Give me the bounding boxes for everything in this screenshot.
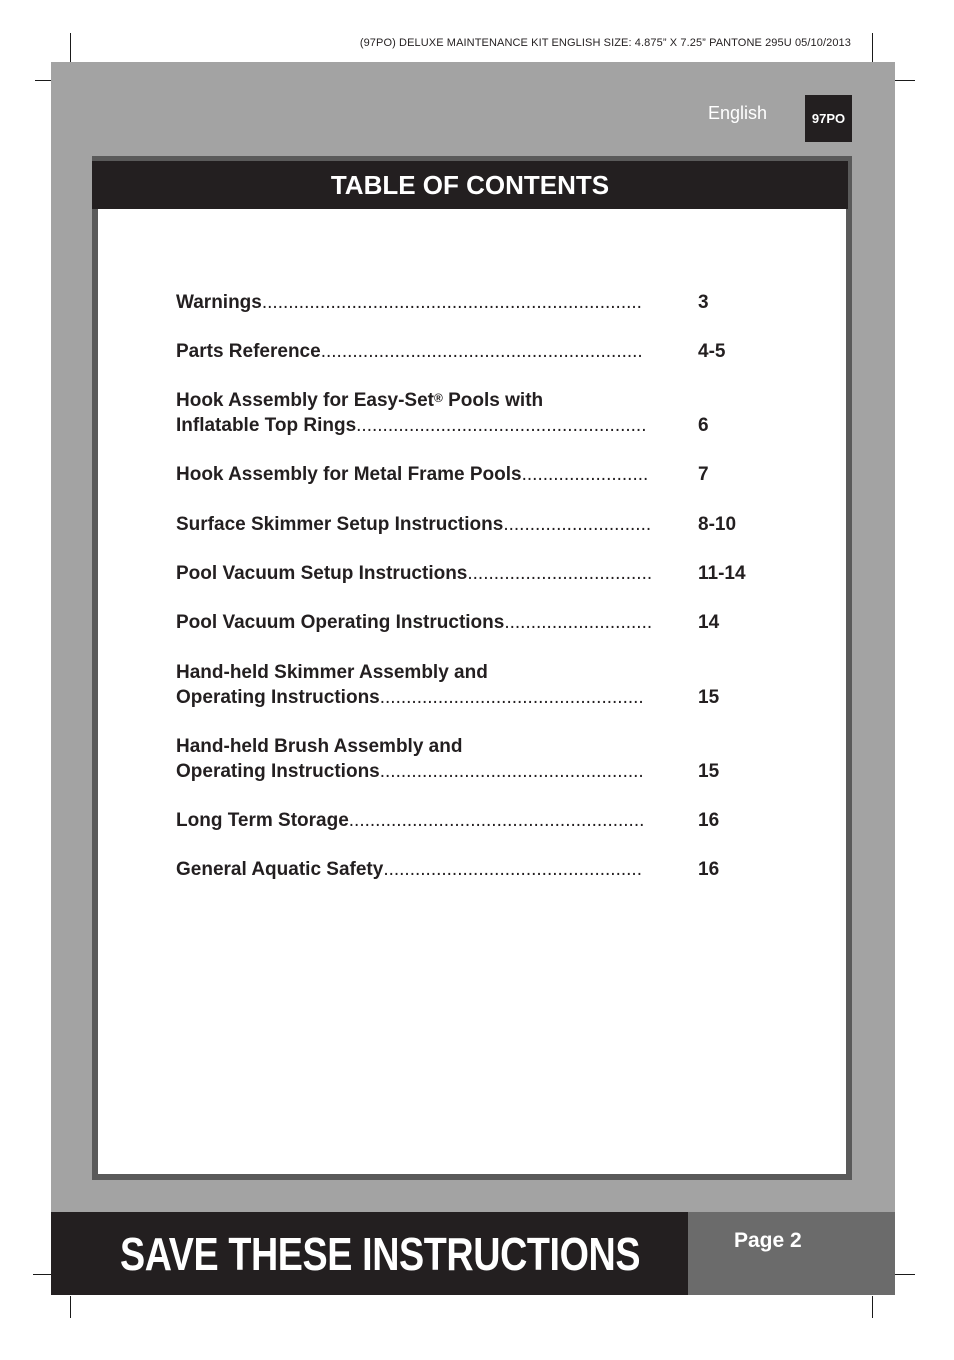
- toc-leader-dots: ..................................................: [379, 687, 644, 708]
- toc-entry-title: Operating Instructions: [176, 761, 380, 782]
- toc-page-number: 3: [698, 292, 709, 313]
- toc-leader-dots: ............................: [503, 514, 652, 535]
- toc-leader-dots: .................................................: [383, 859, 642, 880]
- toc-entry-long-term-storage[interactable]: [176, 808, 776, 833]
- print-header: (97PO) DELUXE MAINTENANCE KIT ENGLISH SIZE: 4.875” X 7.25” PANTONE 295U 05/10/2013: [359, 37, 851, 49]
- toc-page-number: 7: [698, 464, 709, 485]
- toc-entry-title: Inflatable Top Rings: [176, 415, 357, 436]
- toc-page-number: 16: [698, 810, 720, 831]
- toc-leader-dots: .......................................................: [356, 415, 647, 436]
- page-number: Page 2: [734, 1229, 802, 1252]
- toc-entry-title: General Aquatic Safety: [176, 859, 384, 880]
- toc-entry-pool-vacuum-operating[interactable]: [176, 610, 776, 635]
- toc-entry-title-line1: Hand-held Skimmer Assembly and: [176, 662, 488, 683]
- toc-entry-title: Operating Instructions: [176, 687, 380, 708]
- toc-entry-title: Pool Vacuum Operating Instructions: [176, 612, 505, 633]
- toc-entry-parts-reference[interactable]: [176, 339, 776, 364]
- toc-leader-dots: ...................................: [467, 563, 653, 584]
- toc-entry-hand-held-brush[interactable]: [176, 734, 776, 784]
- toc-entry-surface-skimmer[interactable]: [176, 512, 776, 537]
- save-instructions-banner: SAVE THESE INSTRUCTIONS: [120, 1227, 641, 1280]
- toc-entry-title: Parts Reference: [176, 341, 321, 362]
- model-code-badge: 97PO: [805, 95, 852, 142]
- page-number-box: [688, 1212, 895, 1295]
- toc-leader-dots: ............................: [504, 612, 653, 633]
- toc-entry-warnings[interactable]: [176, 290, 776, 315]
- toc-entry-title-line1: Hand-held Brush Assembly and: [176, 736, 463, 757]
- crop-mark: [33, 1274, 52, 1275]
- toc-entry-title: Pool Vacuum Setup Instructions: [176, 563, 468, 584]
- crop-mark: [872, 33, 873, 62]
- toc-page-number: 15: [698, 687, 720, 708]
- toc-page-number: 4-5: [698, 341, 726, 362]
- toc-entry-title: Hook Assembly for Metal Frame Pools: [176, 464, 522, 485]
- toc-leader-dots: ........................: [521, 464, 649, 485]
- toc-entry-title-line1: Hook Assembly for Easy-Set: [176, 390, 434, 411]
- toc-entry-hook-assembly-metal-frame[interactable]: [176, 462, 776, 487]
- toc-page-number: 14: [698, 612, 720, 633]
- toc-entry-hand-held-skimmer[interactable]: [176, 660, 776, 710]
- toc-leader-dots: ..................................................: [379, 761, 644, 782]
- toc-entry-hook-assembly-easy-set[interactable]: [176, 388, 776, 438]
- toc-leader-dots: ........................................................................: [261, 292, 642, 313]
- toc-title: TABLE OF CONTENTS: [92, 161, 848, 209]
- toc-leader-dots: .............................................................: [320, 341, 643, 362]
- language-label: English: [708, 103, 768, 123]
- toc-page-number: 8-10: [698, 514, 737, 535]
- toc-entry-title: Long Term Storage: [176, 810, 349, 831]
- crop-mark: [872, 1296, 873, 1318]
- toc-entry-title-line1-end: Pools with: [442, 390, 544, 411]
- toc-page-number: 16: [698, 859, 720, 880]
- toc-page-number: 15: [698, 761, 720, 782]
- registered-mark: ®: [434, 391, 443, 405]
- toc-leader-dots: ........................................................: [348, 810, 645, 831]
- toc-entry-title: Warnings: [176, 292, 262, 313]
- toc-entry-general-aquatic-safety[interactable]: [176, 857, 776, 882]
- toc-page-number: 11-14: [698, 563, 746, 584]
- crop-mark: [70, 1296, 71, 1318]
- toc-entry-pool-vacuum-setup[interactable]: [176, 561, 776, 586]
- toc-page-number: 6: [698, 415, 709, 436]
- toc-entry-title: Surface Skimmer Setup Instructions: [176, 514, 504, 535]
